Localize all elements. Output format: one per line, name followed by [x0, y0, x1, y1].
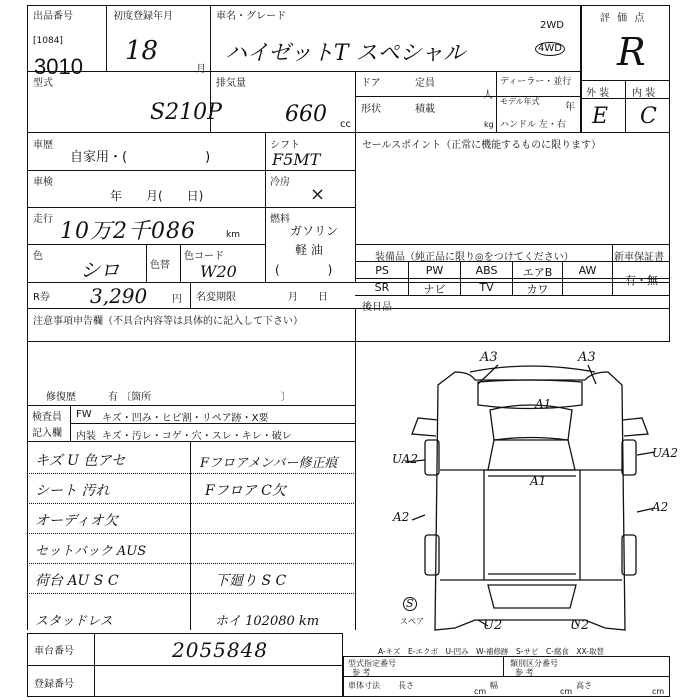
equipment-sr: SR [374, 281, 390, 294]
notes-label: 注意事項申告欄（不具合内容等は具体的に記入して下さい） [33, 316, 303, 327]
inspector-note-6: スタッドレス [35, 614, 113, 629]
title-period-value: 月 日 [288, 292, 328, 303]
damage-a1-center: A1 [530, 474, 547, 488]
displacement-unit: cc [340, 119, 351, 130]
inspector-note-right-6: ホイ 102080 km [215, 614, 320, 629]
damage-u2-left: U2 [483, 618, 503, 633]
inspector-note-right-5: 下廻り S C [215, 573, 287, 589]
shift-value: F5MT [272, 150, 321, 169]
type-cert-label: 型式指定番号 [348, 659, 396, 668]
inspector-note-5: 荷台 AU S C [35, 573, 119, 589]
lot-number: 3010 [34, 54, 83, 79]
inspector-note-right-1: Fフロアメンバー修正痕 [200, 456, 338, 471]
damage-legend: A-キズ E-エクボ U-凹み W-補修跡 S-サビ C-腐食 XX-取替 [378, 647, 604, 656]
warranty-label: 新車保証書 [614, 252, 664, 263]
score-label: 評 価 点 [600, 13, 647, 24]
person-unit: 人 [483, 90, 493, 101]
drive-2wd: 2WD [540, 20, 564, 31]
equipment-pw: PW [425, 264, 444, 277]
repair-history-label: 修復歴 [46, 392, 76, 403]
damage-a2-right: A2 [652, 500, 669, 514]
width-label: 幅 [490, 681, 498, 690]
warranty-value: 有・無 [625, 274, 658, 287]
recycle-label: R券 [33, 292, 50, 303]
equipment-airbag: エアB [522, 266, 553, 279]
door-label: ドア [361, 78, 381, 89]
equipment-navi: ナビ [423, 283, 446, 296]
inspector-note-4: セットバック AUS [35, 544, 147, 559]
ac-value: × [310, 184, 326, 205]
first-registration-label: 初度登録年月 [113, 11, 173, 22]
interior-items-label: 内装 [76, 431, 96, 442]
shape-label: 形状 [361, 104, 381, 115]
color-value: シロ [80, 258, 120, 282]
height-unit: cm [652, 687, 665, 696]
mileage-label: 走行 [33, 214, 53, 225]
color-code-label: 色コード [184, 251, 224, 262]
score-value: R [617, 30, 646, 74]
recycle-value: 3,290 [90, 284, 148, 308]
mileage-unit: km [226, 230, 240, 240]
color-code-value: W20 [200, 262, 237, 281]
history-label: 車歴 [33, 140, 53, 151]
model-year-label: モデル年式 [500, 97, 540, 106]
capacity-label: 定員 [415, 78, 435, 89]
displacement-value: 660 [285, 102, 327, 127]
width-unit: cm [560, 687, 573, 696]
chassis-number-value: 2055848 [172, 638, 269, 662]
length-label: 長さ [398, 681, 414, 690]
type-cert-ref: 参 考 [352, 668, 371, 677]
chassis-number-label: 車台番号 [34, 646, 74, 657]
dealer-label: ディーラー・並行 [500, 77, 572, 87]
damage-a3-left: A3 [480, 350, 498, 365]
damage-a2-left: A2 [393, 510, 410, 524]
exterior-grade: E [592, 104, 609, 129]
damage-ua2-right: UA2 [652, 446, 679, 460]
sales-points-label: セールスポイント（正常に機能するものに限ります） [362, 140, 602, 151]
load-label: 積載 [415, 104, 435, 115]
fuel-gasoline: ガソリン [290, 224, 339, 238]
interior-label: 内 装 [632, 88, 656, 99]
inspector-note-1: キズ U 色アセ [35, 453, 126, 469]
spare-tire-label: スペア [400, 617, 424, 626]
inspection-value: 年 月( 日) [110, 189, 204, 203]
first-registration-year: 18 [125, 36, 159, 66]
interior-items: キズ・汚レ・コゲ・穴・スレ・キレ・破レ [102, 431, 292, 442]
ac-label: 冷房 [270, 177, 290, 188]
first-registration-month-unit: 月 [196, 64, 206, 75]
vehicle-name-label: 車名・グレード [216, 11, 286, 22]
fuel-label: 燃料 [270, 214, 290, 225]
vehicle-name-value: ハイゼットT スペシャル [225, 41, 466, 66]
damage-a3-right: A3 [578, 350, 596, 365]
equipment-abs: ABS [475, 264, 498, 277]
inspector-note-3: オーディオ欠 [35, 513, 118, 529]
height-label: 高さ [576, 681, 592, 690]
model-label: 型式 [33, 78, 53, 89]
lot-number-label: 出品番号 [33, 11, 73, 22]
equipment-label: 装備品（純正品に限り◎をつけてください） [375, 252, 574, 263]
displacement-label: 排気量 [216, 78, 246, 89]
body-size-label: 車体寸法 [348, 681, 380, 690]
class-number-label: 類別区分番号 [510, 659, 558, 668]
title-period-label: 名変期限 [196, 292, 236, 303]
fuel-other: ( ) [275, 263, 333, 277]
registration-number-label: 登録番号 [34, 679, 74, 690]
inspector-note-right-2: Fフロア C欠 [205, 483, 286, 499]
inspection-label: 車検 [33, 177, 53, 188]
inspector-label-1: 検査員 [32, 412, 62, 423]
repair-history-value: 有 〔箇所 〕 [108, 392, 292, 403]
equipment-ps: PS [375, 264, 389, 277]
history-value: 自家用・( ) [70, 150, 211, 165]
damage-ua2-left: UA2 [392, 452, 419, 466]
inspector-label-2: 記入欄 [32, 428, 62, 439]
rear-items-label: 後日品 [362, 302, 392, 313]
mileage-value: 10万2千086 [60, 219, 196, 244]
class-number-ref: 参 考 [515, 668, 534, 677]
year-unit: 年 [565, 102, 575, 113]
drive-4wd-circled: 4WD [535, 42, 565, 56]
damage-a1-front: A1 [535, 397, 552, 411]
equipment-tv: TV [479, 281, 494, 294]
handle-label: ハンドル 左・右 [500, 120, 566, 130]
spare-tire-mark: S [403, 597, 417, 611]
damage-u2-right: U2 [570, 618, 590, 633]
color-label: 色 [33, 251, 43, 262]
model-code: S210P [150, 100, 222, 125]
recycle-unit: 円 [172, 294, 182, 305]
kg-unit: kg [484, 120, 494, 129]
length-unit: cm [474, 687, 487, 696]
inspector-note-2: シート 汚れ [35, 483, 110, 499]
exterior-label: 外 装 [586, 88, 610, 99]
fuel-diesel: 軽 油 [295, 243, 323, 257]
fw-items: キズ・凹み・ヒビ割・リペア跡・X要 [102, 413, 269, 424]
shift-label: シフト [270, 140, 300, 151]
fw-label: FW [76, 409, 92, 420]
equipment-aw: AW [578, 264, 597, 277]
color-change-label: 色替 [150, 260, 170, 271]
interior-grade: C [640, 104, 657, 129]
lot-sub-number: [1084] [33, 36, 63, 46]
equipment-leather: カワ [526, 283, 549, 296]
